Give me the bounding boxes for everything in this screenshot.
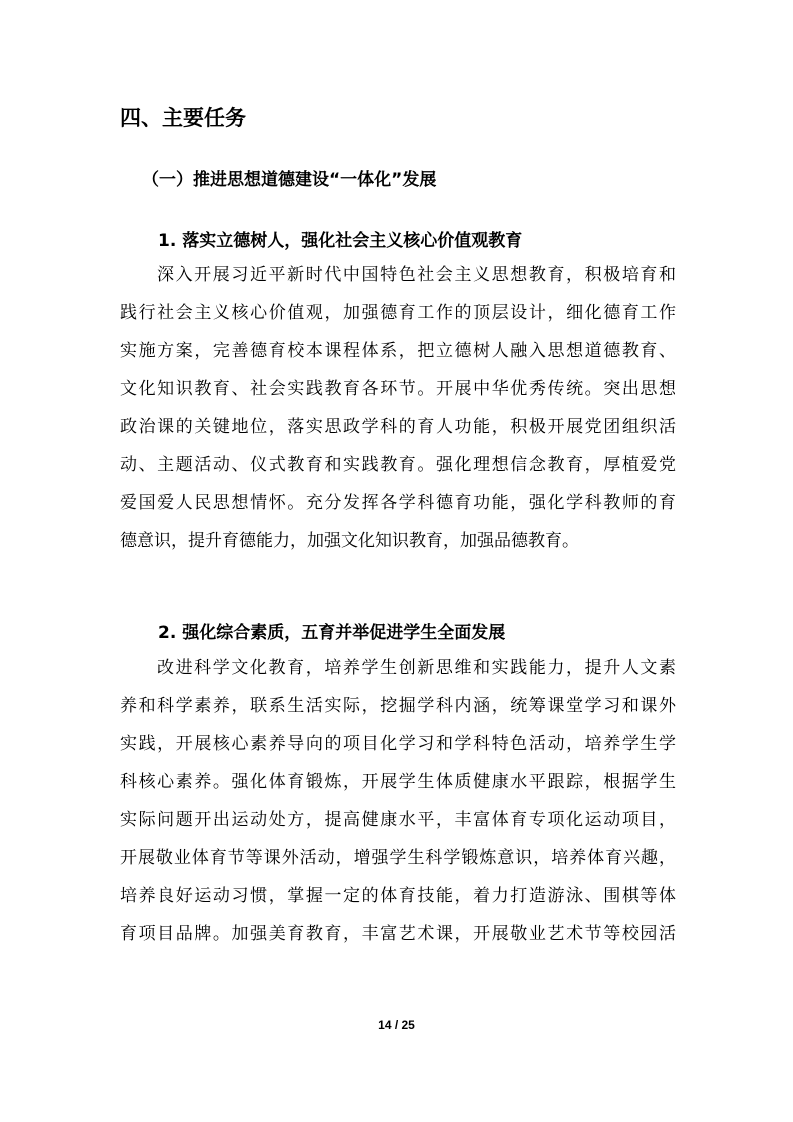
paragraph-line: 深入开展习近平新时代中国特色社会主义思想教育，积极培育和 — [157, 265, 676, 285]
paragraph-line: 政治课的关键地位，落实思政学科的育人功能，积极开展党团组织活 — [120, 417, 676, 437]
paragraph-line: 改进科学文化教育，培养学生创新思维和实践能力，提升人文素 — [157, 658, 676, 678]
paragraph-line: 动、主题活动、仪式教育和实践教育。强化理想信念教育，厚植爱党 — [120, 455, 676, 475]
page-number: 14 / 25 — [378, 1018, 415, 1032]
paragraph-line: 实际问题开出运动处方，提高健康水平，丰富体育专项化运动项目， — [120, 810, 676, 830]
paragraph-line: 培养良好运动习惯，掌握一定的体育技能，着力打造游泳、围棋等体 — [120, 886, 676, 906]
section-heading: （一）推进思想道德建设“一体化”发展 — [142, 170, 437, 190]
paragraph-line: 科核心素养。强化体育锻炼，开展学生体质健康水平跟踪，根据学生 — [120, 772, 676, 792]
paragraph-2 — [120, 649, 676, 953]
paragraph-line: 爱国爱人民思想情怀。充分发挥各学科德育功能，强化学科教师的育 — [120, 493, 676, 513]
paragraph-line: 德意识，提升育德能力，加强文化知识教育，加强品德教育。 — [120, 531, 579, 551]
paragraph-line: 育项目品牌。加强美育教育，丰富艺术课，开展敬业艺术节等校园活 — [120, 924, 676, 944]
paragraph-line: 文化知识教育、社会实践教育各环节。开展中华优秀传统。突出思想 — [120, 379, 676, 399]
paragraph-line: 实施方案，完善德育校本课程体系，把立德树人融入思想道德教育、 — [120, 341, 676, 361]
subsection-heading-2: 2. 强化综合素质，五育并举促进学生全面发展 — [158, 623, 506, 643]
paragraph-line: 实践，开展核心素养导向的项目化学习和学科特色活动，培养学生学 — [120, 734, 676, 754]
paragraph-line: 践行社会主义核心价值观，加强德育工作的顶层设计，细化德育工作 — [120, 303, 676, 323]
paragraph-line: 养和科学素养，联系生活实际，挖掘学科内涵，统筹课堂学习和课外 — [120, 696, 676, 716]
paragraph-line: 开展敬业体育节等课外活动，增强学生科学锻炼意识，培养体育兴趣， — [120, 848, 676, 868]
paragraph-1 — [120, 256, 676, 560]
subsection-heading-1: 1. 落实立德树人，强化社会主义核心价值观教育 — [158, 231, 523, 251]
chapter-heading: 四、主要任务 — [120, 106, 246, 130]
